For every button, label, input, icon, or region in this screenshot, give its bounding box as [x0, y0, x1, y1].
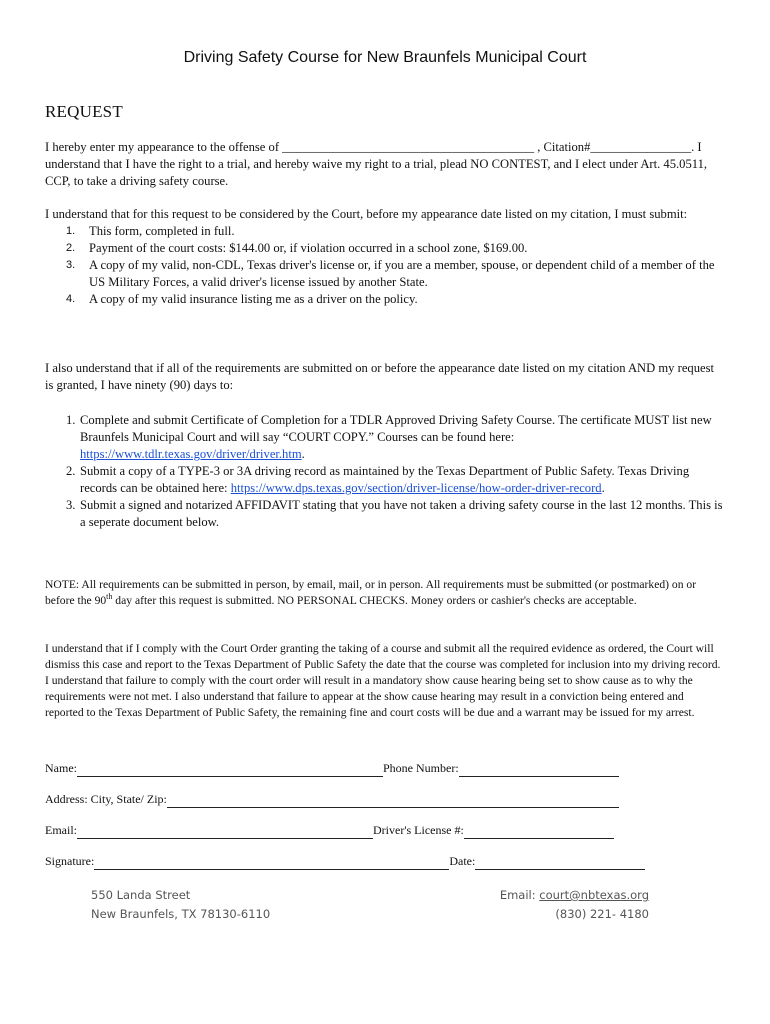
document-title: Driving Safety Course for New Braunfels Municipal Court	[183, 49, 587, 66]
list-item: 1. This form, completed in full.	[66, 224, 235, 238]
name-field[interactable]	[77, 763, 383, 777]
date-field[interactable]	[475, 856, 645, 870]
requirements-list	[45, 412, 725, 531]
note-text: NOTE: All requirements can be submitted in person, by email, mail, or in person. All requirements must be submitted (or postmarked) on or before the 90	[45, 578, 697, 607]
note-paragraph	[45, 577, 725, 609]
court-order-paragraph	[45, 641, 725, 721]
list-item: 4. A copy of my valid insurance listing me as a driver on the policy.	[66, 292, 418, 306]
footer-phone: (830) 221- 4180	[555, 907, 649, 921]
email-label: Email:	[45, 823, 77, 837]
signature-date-row	[45, 853, 635, 871]
phone-field[interactable]	[459, 763, 619, 777]
footer-city: New Braunfels, TX 78130-6110	[91, 907, 271, 921]
requirements-section	[45, 412, 725, 531]
submit-intro-text: I understand that for this request to be considered by the Court, before my appearance date listed on my citation, I must submit:	[45, 207, 688, 221]
footer-address	[91, 886, 270, 924]
list-item: 3. Submit a signed and notarized AFFIDAVIT stating that you have not taken a driving safety course in the last 12 months. This is a seperate document below.	[66, 498, 723, 529]
signature-field[interactable]	[94, 856, 449, 870]
email-license-row	[45, 822, 635, 840]
footer-contact	[470, 886, 649, 924]
tdlr-link[interactable]: https://www.tdlr.texas.gov/driver/driver.htm	[80, 447, 302, 461]
footer-street: 550 Landa Street	[91, 888, 191, 902]
ninety-days-paragraph	[45, 360, 725, 394]
footer-email-link[interactable]: court@nbtexas.org	[539, 888, 649, 902]
footer-email-label: Email:	[499, 888, 540, 902]
intro-text: I hereby enter my appearance to the offense of ________________________________________ , Citation#________________. I understand that I have the right to a trial, and hereby waive my right to a trial, plead NO CONTEST, and I elect under Art. 45.0511, CCP, to take a driving safety course.	[45, 140, 708, 188]
name-label: Name:	[45, 761, 77, 775]
name-phone-row	[45, 760, 635, 778]
signature-label: Signature:	[45, 854, 95, 868]
note-superscript: th	[106, 592, 113, 602]
request-heading: REQUEST	[45, 102, 123, 121]
address-row	[45, 791, 635, 809]
submit-section	[45, 206, 725, 308]
drivers-license-label: Driver's License #:	[373, 823, 464, 837]
drivers-license-field[interactable]	[464, 825, 614, 839]
submit-list	[45, 223, 725, 308]
list-item: 2. Submit a copy of a TYPE-3 or 3A driving record as maintained by the Texas Department of Public Safety. Texas Driving records can be obtained here: https://www.dps.texas.gov/section/driver-license/how-order-driver-record.	[66, 464, 690, 495]
list-item: 2. Payment of the court costs: $144.00 or, if violation occurred in a school zone, $169.00.	[66, 241, 528, 255]
phone-label: Phone Number:	[383, 761, 459, 775]
list-item: 3. A copy of my valid, non-CDL, Texas driver's license or, if you are a member, spouse, or dependent child of a member of the US Military Forces, a valid driver's license issued by another State.	[66, 258, 715, 289]
email-field[interactable]	[77, 825, 373, 839]
dps-link[interactable]: https://www.dps.texas.gov/section/driver-license/how-order-driver-record	[230, 481, 602, 495]
date-label: Date:	[449, 854, 476, 868]
court-order-text: I understand that if I comply with the Court Order granting the taking of a course and submit all the required evidence as ordered, the Court will dismiss this case and report to the Texas Department of Public Safety the date that the course was completed for inclusion into my driving record. I understand that failure to comply with the court order will result in a mandatory show cause hearing being set to show cause as to why the requirements were not met. I also understand that failure to appear at the show cause hearing may result in a conviction being entered and reported to the Texas Department of Public Safety, the remaining fine and court costs will be due and a warrant may be issued for my arrest.	[45, 642, 721, 719]
ninety-days-text: I also understand that if all of the requirements are submitted on or before the appearance date listed on my citation AND my request is granted, I have ninety (90) days to:	[45, 361, 714, 392]
address-label: Address: City, State/ Zip:	[45, 792, 167, 806]
intro-paragraph	[45, 139, 725, 190]
address-field[interactable]	[167, 794, 619, 808]
list-item: 1. Complete and submit Certificate of Completion for a TDLR Approved Driving Safety Course. The certificate MUST list new Braunfels Municipal Court and will say “COURT COPY.” Courses can be found here: https://www.tdlr.texas.gov/driver/driver.htm.	[66, 413, 712, 461]
note-text-continued: day after this request is submitted. NO PERSONAL CHECKS. Money orders or cashier's checks are acceptable.	[112, 594, 637, 607]
